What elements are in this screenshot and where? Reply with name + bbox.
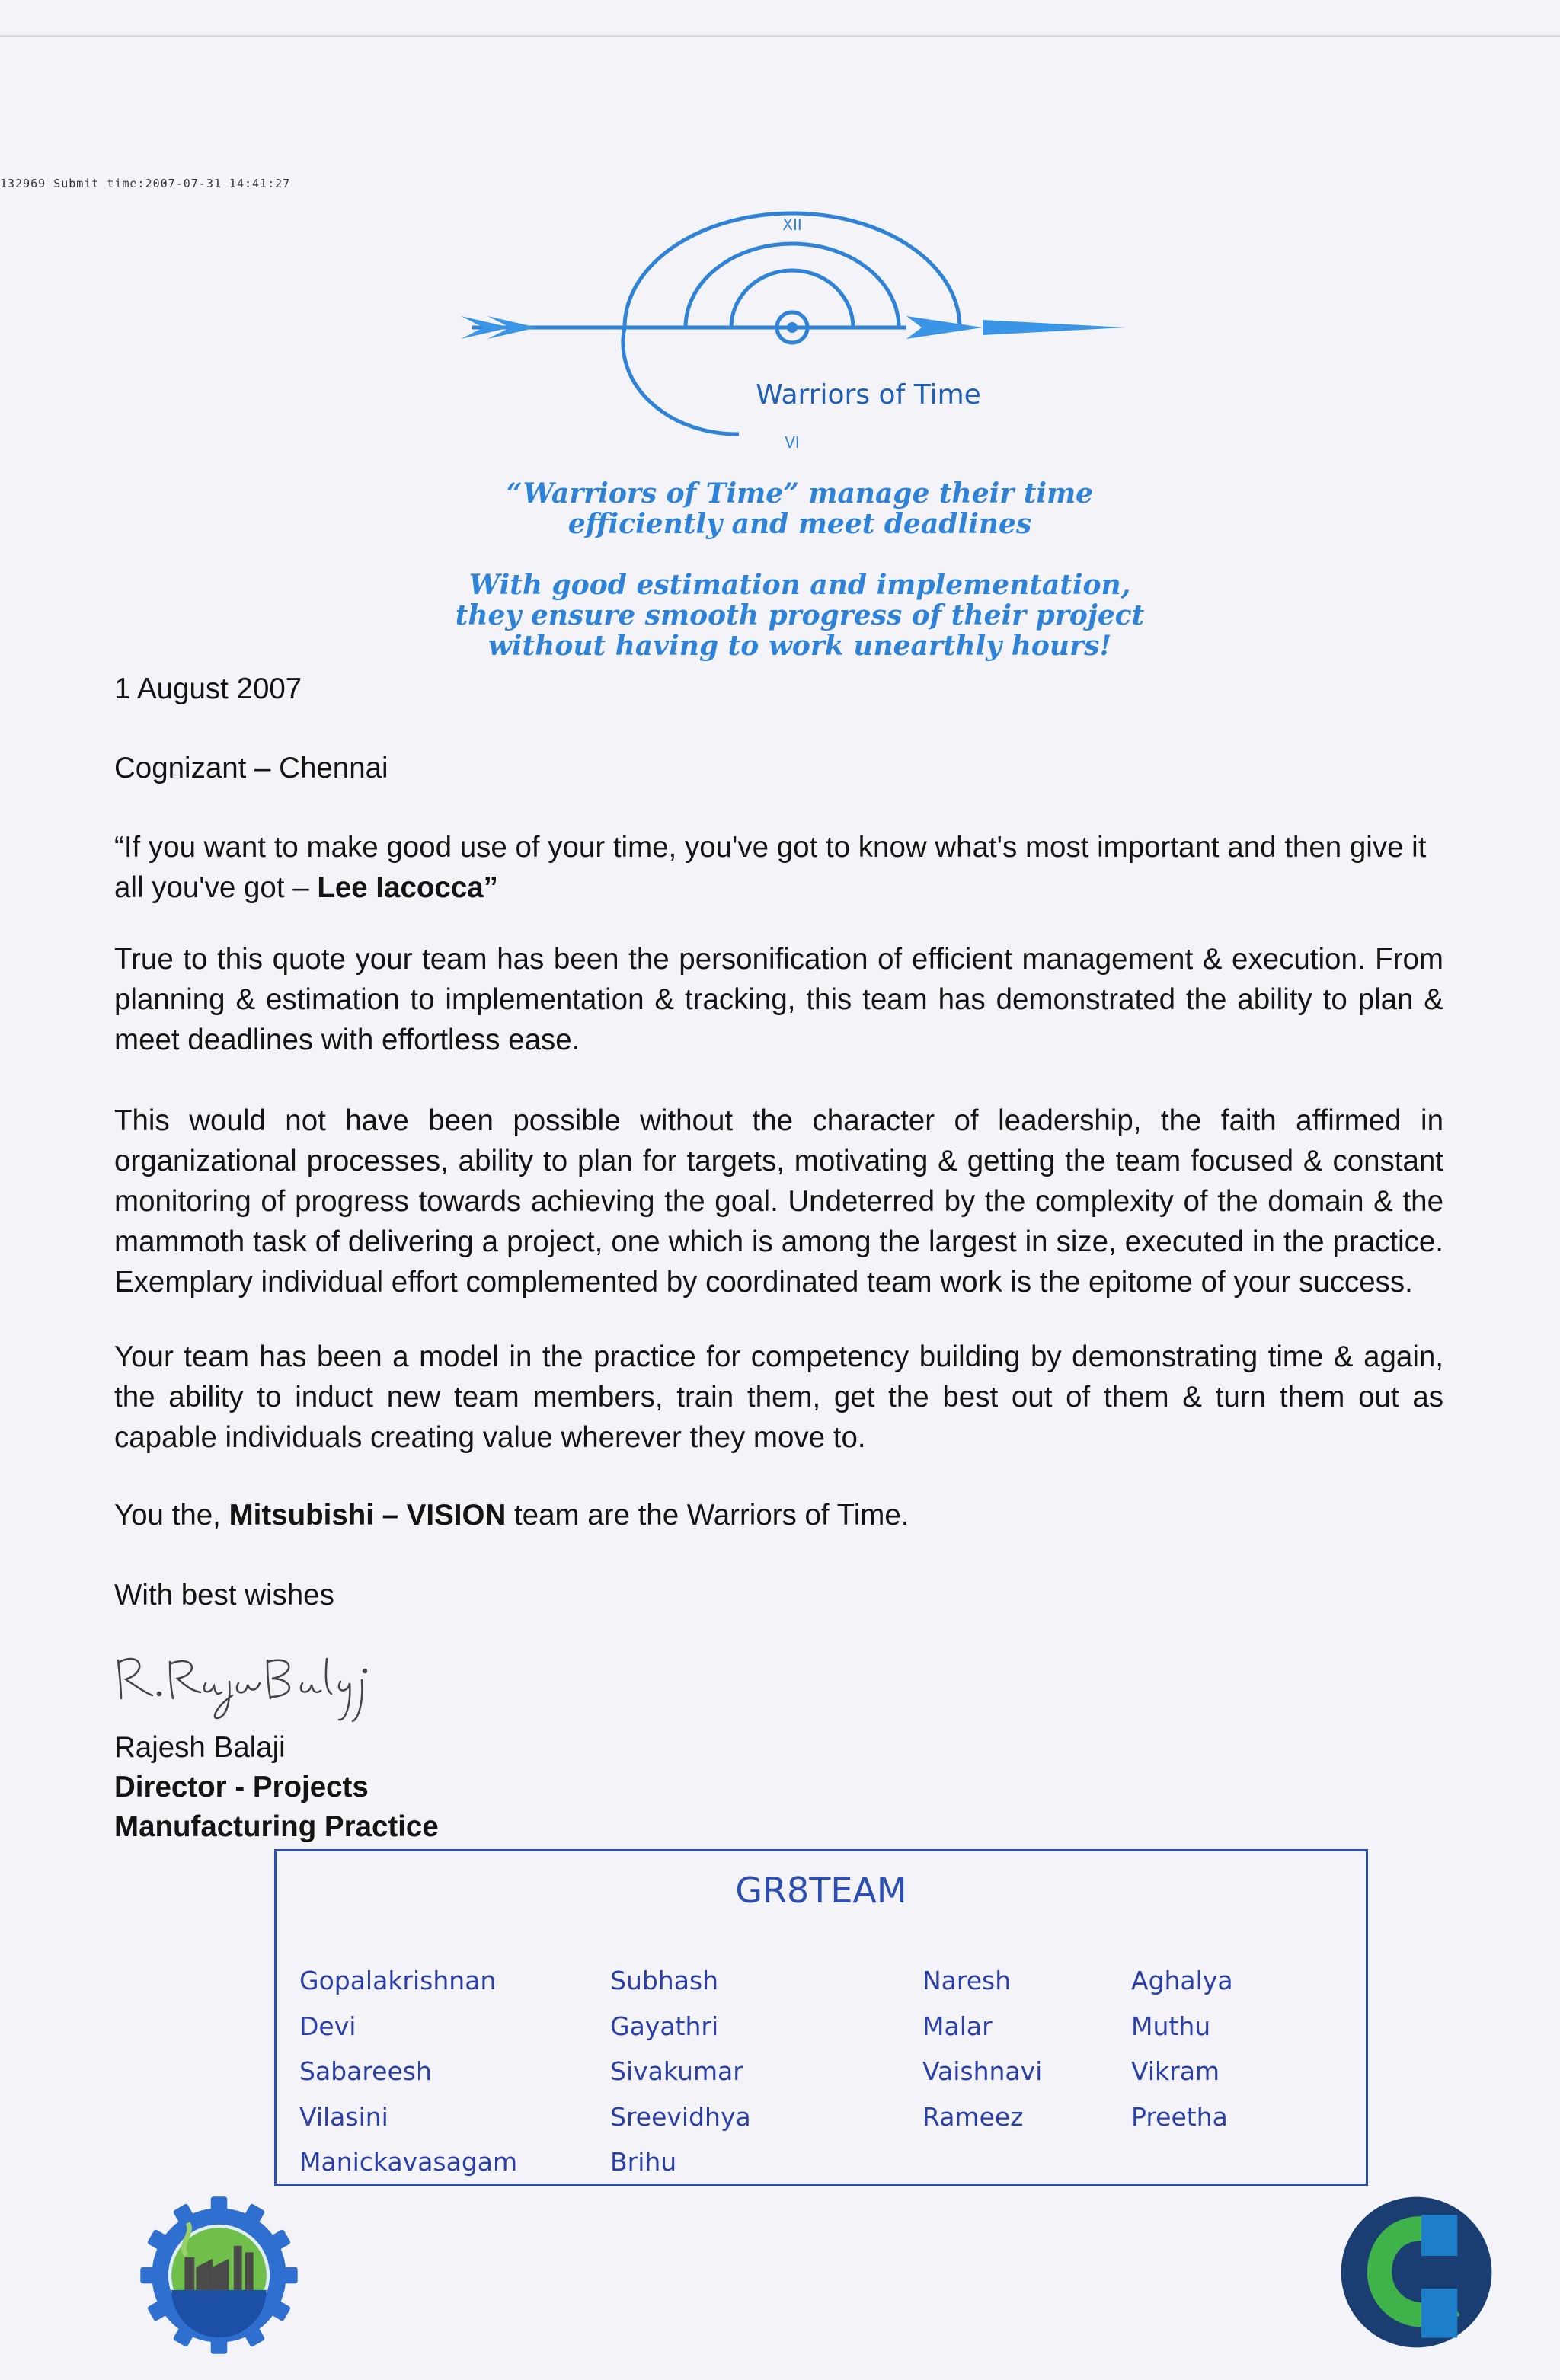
quote-text: “If you want to make good use of your time, you've got to know what's most important and then give it all you've got – (114, 831, 1427, 904)
team-member: Vikram (1131, 2056, 1220, 2086)
team-member: Malar (922, 2011, 993, 2041)
team-line-bold: Mitsubishi – VISION (229, 1499, 507, 1532)
team-member: Preetha (1131, 2101, 1228, 2132)
tagline-top (427, 478, 1173, 539)
team-member: Gopalakrishnan (299, 1966, 497, 1995)
team-member: Sivakumar (610, 2056, 743, 2086)
team-column-4 (1131, 1958, 1233, 2139)
opening-quote (114, 827, 1443, 908)
company-logo-icon (1335, 2190, 1498, 2354)
team-line-pre: You the, (114, 1499, 229, 1532)
manufacturing-gear-icon (137, 2193, 301, 2357)
team-column-2 (610, 1958, 751, 2185)
team-member: Sabareesh (299, 2056, 432, 2086)
quote-author: Lee Iacocca” (317, 871, 498, 904)
team-box (274, 1849, 1368, 2186)
team-line-post: team are the Warriors of Time. (506, 1499, 909, 1532)
tagline-line-1: “Warriors of Time” manage their time (506, 478, 1094, 510)
team-member: Gayathri (610, 2011, 719, 2041)
team-member: Devi (299, 2011, 356, 2041)
logo-name: Warriors of Time (756, 379, 981, 411)
team-member: Manickavasagam (299, 2147, 518, 2177)
paragraph-1: True to this quote your team has been the personification of efficient management & execution. From planning & estimation to implementation & tracking, this team has demonstrated the ability to plan & meet deadlines with effortless ease. (114, 943, 1443, 1056)
team-member: Naresh (922, 1966, 1012, 1995)
tagline-bottom (427, 570, 1173, 661)
tagline-line-5: without having to work unearthly hours! (488, 630, 1112, 662)
tagline-line-4: they ensure smooth progress of their project (455, 599, 1145, 631)
team-member: Sreevidhya (610, 2101, 751, 2132)
signature (110, 1645, 385, 1729)
team-title: GR8TEAM (735, 1870, 907, 1911)
submit-stamp: 132969 Submit time:2007-07-31 14:41:27 (0, 177, 291, 190)
team-column-1 (299, 1958, 517, 2185)
team-member: Vaishnavi (922, 2056, 1043, 2086)
team-line (114, 1495, 1443, 1535)
top-edge-line (0, 35, 1560, 37)
closing: With best wishes (114, 1579, 334, 1612)
team-member: Brihu (610, 2147, 677, 2177)
warriors-of-time-logo (457, 206, 1127, 465)
signer-unit: Manufacturing Practice (114, 1810, 439, 1843)
team-member: Rameez (922, 2101, 1024, 2132)
signer-name: Rajesh Balaji (114, 1731, 286, 1764)
numeral-six: VI (785, 433, 800, 452)
letter-date: 1 August 2007 (114, 672, 302, 705)
team-member: Muthu (1131, 2011, 1211, 2041)
team-member: Vilasini (299, 2101, 388, 2132)
letter-location: Cognizant – Chennai (114, 752, 388, 784)
team-member: Aghalya (1131, 1966, 1233, 1995)
team-member: Subhash (610, 1966, 719, 1995)
tagline-line-3: With good estimation and implementation, (468, 569, 1131, 601)
numeral-twelve: XII (782, 216, 802, 234)
paragraph-2: This would not have been possible without the character of leadership, the faith affirmed in organizational processes, ability to plan for targets, motivating & getting the team focused & constant monitoring of progress towards achieving the goal. Undeterred by the complexity of the domain & the mammoth task of delivering a project, one which is among the largest in size, executed in the practice. Exemplary individual effort complemented by coordinated team work is the epitome of your success. (114, 1104, 1443, 1299)
paragraph-3: Your team has been a model in the practice for competency building by demonstrating time & again, the ability to induct new team members, train them, get the best out of them & turn them out as capable individuals creating value wherever they move to. (114, 1340, 1443, 1454)
signer-title: Director - Projects (114, 1771, 369, 1803)
tagline-line-2: efficiently and meet deadlines (567, 508, 1032, 540)
team-column-3 (922, 1958, 1042, 2139)
